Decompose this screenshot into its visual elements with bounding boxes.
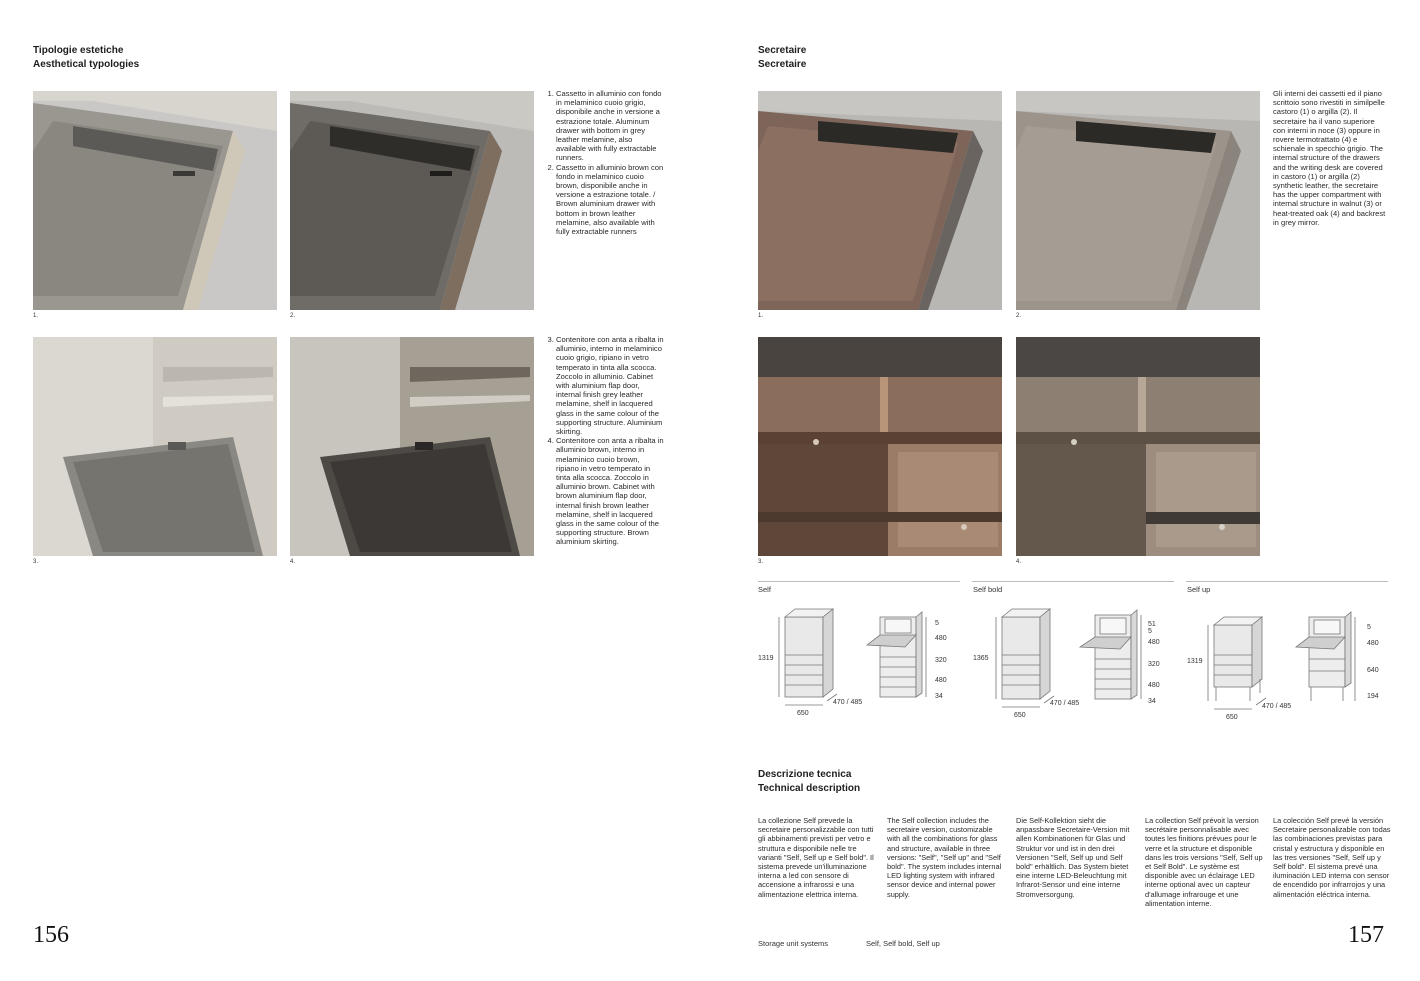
caption-2: 2. bbox=[290, 313, 296, 319]
self-up-sec-3: 194 bbox=[1367, 693, 1379, 700]
caption-1: 1. bbox=[33, 313, 39, 319]
right-page-number: 157 bbox=[1348, 922, 1384, 948]
caption-r1: 1. bbox=[758, 313, 764, 319]
self-bold-sec-2: 480 bbox=[1148, 639, 1160, 646]
rule-self bbox=[758, 581, 960, 582]
tech-heading bbox=[758, 768, 860, 796]
footer-right: Self, Self bold, Self up bbox=[866, 939, 940, 948]
diagram-self-up bbox=[1184, 605, 1399, 725]
photo-oak-compartment bbox=[1016, 337, 1260, 556]
list-item-3: 3. Contenitore con anta a ribalta in alluminio, interno in melaminico cuoio grigio, ripiano in vetro temperato in tinta alla scocca. Zoccolo in alluminio. Cabinet with aluminium flap door, internal finish grey leather melamine, shelf in lacquered glass in the same colour of the supporting structure. Aluminium skirting. bbox=[556, 335, 664, 436]
self-width: 650 bbox=[797, 710, 809, 717]
photo-brown-drawer bbox=[290, 91, 534, 310]
tech-col-en: The Self collection includes the secretaire version, customizable with all the combinations for glass and structure, available in three versions: "Self", "Self up" and "Self bold". The system includes internal LED lighting system with infrared sensor device and internal power supply. bbox=[887, 816, 1002, 899]
self-sec-1: 480 bbox=[935, 635, 947, 642]
self-bold-sec-0: 51 bbox=[1148, 621, 1156, 628]
self-bold-sec-3: 320 bbox=[1148, 661, 1160, 668]
self-bold-sec-1: 5 bbox=[1148, 628, 1152, 635]
photo-grey-drawer bbox=[33, 91, 277, 310]
self-sec-2: 320 bbox=[935, 657, 947, 664]
caption-4: 4. bbox=[290, 559, 296, 565]
right-heading bbox=[758, 44, 806, 72]
list-item-1: 1. Cassetto in alluminio con fondo in melaminico cuoio grigio, disponibile anche in versione a estrazione totale. Aluminum drawer with bottom in grey leather melamine, also available with fully extractable runners. bbox=[556, 89, 664, 163]
self-bold-height: 1365 bbox=[973, 655, 989, 662]
self-up-sec-2: 640 bbox=[1367, 667, 1379, 674]
self-up-sec-1: 480 bbox=[1367, 640, 1379, 647]
tech-col-es: La colección Self prevé la versión Secretaire personalizable con todas las combinaciones previstas para cristal y estructura y disponible en las tres versiones "Self, Self up y Self bold". El sistema prevé una iluminación LED interna con sensor de encendido por infrarrojos y una alimentación eléctrica interna. bbox=[1273, 816, 1391, 899]
self-bold-depth: 470 / 485 bbox=[1050, 700, 1080, 707]
left-heading-it: Tipologie estetiche bbox=[33, 45, 124, 56]
photo-brown-cabinet bbox=[290, 337, 534, 556]
self-sec-4: 34 bbox=[935, 693, 943, 700]
left-list-top bbox=[546, 89, 664, 236]
variant-label-self-up: Self up bbox=[1187, 585, 1211, 594]
self-up-height: 1319 bbox=[1187, 658, 1203, 665]
right-heading-en: Secretaire bbox=[758, 59, 807, 70]
self-sec-3: 480 bbox=[935, 677, 947, 684]
left-heading bbox=[33, 44, 139, 72]
tech-col-de: Die Self-Kollektion sieht die anpassbare Secretaire-Version mit allen Kombinationen für Glas und Struktur vor und ist in den drei Versionen "Self, Self up und Self bold" erhältlich. Das System bietet eine interne LED-Beleuchtung mit Infrarot-Sensor und eine interne Stromversorgung. bbox=[1016, 816, 1130, 899]
tech-col-fr: La collection Self prévoit la version secrétaire personnalisable avec toutes les finitions prévues pour le verre et la structure et disponible dans les trois versions "Self, Self up et Self Bold". Le système est disponible avec un éclairage LED interne optional avec un capteur d'allumage infrarouge et une alimentation interne. bbox=[1145, 816, 1263, 908]
photo-walnut-compartment bbox=[758, 337, 1002, 556]
list-item-2: 2. Cassetto in alluminio brown con fondo in melaminico cuoio brown, disponibile anche in versione a estrazione totale. / Brown aluminium drawer with bottom in brown leather melamine, also available with fully extractable runners bbox=[556, 163, 664, 237]
self-bold-sec-4: 480 bbox=[1148, 682, 1160, 689]
rule-self-bold bbox=[972, 581, 1174, 582]
caption-r4: 4. bbox=[1016, 559, 1022, 565]
self-height: 1319 bbox=[758, 655, 774, 662]
caption-r2: 2. bbox=[1016, 313, 1022, 319]
variant-label-self: Self bbox=[758, 585, 771, 594]
tech-heading-en: Technical description bbox=[758, 783, 861, 794]
variant-label-self-bold: Self bold bbox=[973, 585, 1003, 594]
photo-grey-cabinet bbox=[33, 337, 277, 556]
left-heading-en: Aesthetical typologies bbox=[33, 59, 140, 70]
self-up-sec-0: 5 bbox=[1367, 624, 1371, 631]
tech-col-it: La collezione Self prevede la secretaire personalizzabile con tutti gli abbinamenti previsti per vetro e struttura e disponibile nelle tre varianti "Self, Self up e Self bold". Il sistema prevede un'illuminazione interna a led con sensore di accensione a infrarossi e una alimentazione elettrica interna. bbox=[758, 816, 874, 899]
left-list-bottom bbox=[546, 335, 664, 547]
self-bold-width: 650 bbox=[1014, 712, 1026, 719]
tech-heading-it: Descrizione tecnica bbox=[758, 769, 852, 780]
left-page-number: 156 bbox=[33, 922, 69, 948]
self-depth: 470 / 485 bbox=[833, 699, 863, 706]
caption-3: 3. bbox=[33, 559, 39, 565]
caption-r3: 3. bbox=[758, 559, 764, 565]
list-item-4: 4. Contenitore con anta a ribalta in alluminio brown, interno in melaminico cuoio brown, ripiano in vetro temperato in tinta alla scocca. Zoccolo in alluminio brown. Cabinet with brown aluminium flap door, internal finish brown leather melamine, shelf in lacquered glass in the same colour of the supporting structure. Brown aluminium skirting. bbox=[556, 436, 664, 546]
footer-left: Storage unit systems bbox=[758, 939, 829, 948]
self-bold-sec-5: 34 bbox=[1148, 698, 1156, 705]
right-heading-it: Secretaire bbox=[758, 45, 807, 56]
diagram-self-bold bbox=[970, 605, 1185, 725]
diagram-self bbox=[755, 605, 970, 725]
rule-self-up bbox=[1186, 581, 1388, 582]
self-up-width: 650 bbox=[1226, 714, 1238, 721]
photo-argilla-drawer bbox=[1016, 91, 1260, 310]
secretaire-intro: Gli interni dei cassetti ed il piano scrittoio sono rivestiti in similpelle castoro (1) o argilla (2). Il secretaire ha il vano superiore con interni in noce (3) oppure in rovere termotrattato (4) e schienale in specchio grigio. The internal structure of the drawers and the writing desk are covered in castoro (1) or argilla (2) synthetic leather, the secretaire has the upper compartment with internal structure in walnut (3) or heat-treated oak (4) and backrest in grey mirror. bbox=[1273, 89, 1386, 227]
self-sec-0: 5 bbox=[935, 620, 939, 627]
photo-castoro-drawer bbox=[758, 91, 1002, 310]
self-up-depth: 470 / 485 bbox=[1262, 703, 1292, 710]
